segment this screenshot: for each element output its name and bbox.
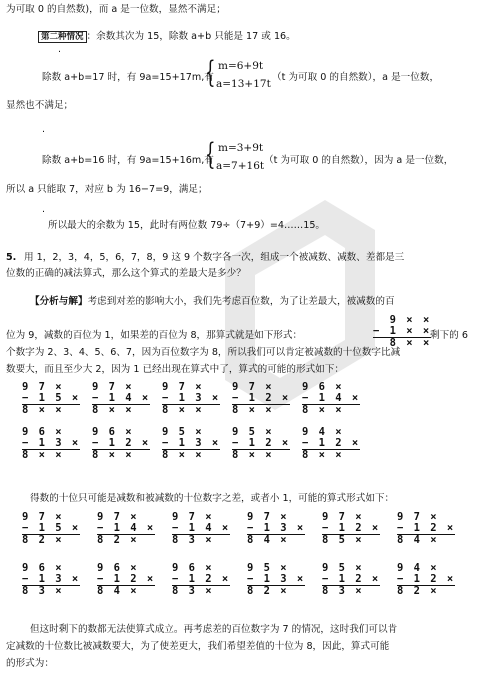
calc-row: 9 7 × <box>397 511 439 523</box>
calc-row: − 1 2 × <box>97 573 156 585</box>
calc-row: − 1 4 × <box>97 522 156 534</box>
calc-row: 8 2 × <box>247 585 289 597</box>
calc-row: 8 × × <box>162 404 204 416</box>
brace-icon: { <box>205 55 216 90</box>
analysis-line <box>30 296 395 308</box>
calc-row: 9 6 × <box>97 562 139 574</box>
analysis-text: 但这时剩下的数都无法使算式成立。再考虑差的百位数字为 7 的情况，这时我们可以肯 <box>30 624 398 635</box>
analysis-text: 数要大，而且至少大 2，因为 1 已经出现在算式中了，算式的可能的形式如下： <box>6 364 344 375</box>
analysis-text: 得数的十位只可能是减数和被减数的十位数字之差，或者小 1，可能的算式形式如下： <box>30 493 395 504</box>
calc-row: 8 × × <box>232 404 274 416</box>
calc-row: − 1 2 × <box>397 573 456 585</box>
calc-row: − 1 3 × <box>162 392 221 404</box>
subtraction-form <box>397 563 455 597</box>
paragraph-line: 显然也不满足； <box>6 100 74 111</box>
calc-row: − 1 2 × <box>322 522 381 534</box>
calc-row: 8 × × <box>302 404 344 416</box>
equation-line-1-tail: （t 为可取 0 的自然数），a 是一位数， <box>272 72 440 83</box>
calc-row: 9 7 × <box>22 511 64 523</box>
subtraction-form <box>22 427 80 461</box>
subtraction-form <box>172 512 230 546</box>
calc-row: 8 3 × <box>22 585 64 597</box>
calc-row: − 1 3 × <box>247 522 306 534</box>
subtraction-form <box>322 563 380 597</box>
calc-row: 8 × × <box>302 449 344 461</box>
case-line <box>38 31 296 43</box>
subtraction-form <box>302 382 360 416</box>
subtraction-form <box>397 512 455 546</box>
calc-row: 9 6 × <box>172 562 214 574</box>
subtraction-form <box>22 382 80 416</box>
calc-row: 9 4 × <box>302 426 344 438</box>
calc-row: 9 7 × <box>232 381 274 393</box>
calc-row: − 1 3 × <box>22 437 81 449</box>
calc-row: 8 3 × <box>172 534 214 546</box>
calc-row: − 1 3 × <box>247 573 306 585</box>
subtraction-form <box>162 427 220 461</box>
calc-row: − 1 2 × <box>322 573 381 585</box>
calc-row: 8 × × <box>389 337 432 349</box>
calc-row: 9 4 × <box>397 562 439 574</box>
subtraction-form <box>22 512 80 546</box>
calc-row: 8 4 × <box>247 534 289 546</box>
paragraph-line: 所以最大的余数为 15，此时有两位数 79÷（7+9）=4……15。 <box>48 220 326 231</box>
paragraph-line: 所以 a 只能取 7，对应 b 为 16−7=9，满足； <box>6 184 208 195</box>
calc-row: − 1 4 × <box>302 392 361 404</box>
analysis-text: 考虑到对差的影响大小，我们先考虑百位数，为了让差最大，被减数的百 <box>87 296 395 307</box>
calc-row: 9 5 × <box>162 426 204 438</box>
subtraction-form <box>22 563 80 597</box>
question-text: 位数的正确的减法算式，那么这个算式的差最大是多少？ <box>6 268 246 279</box>
system-2-bottom: a=7+16t <box>216 160 265 172</box>
system-1-bottom: a=13+17t <box>216 78 271 90</box>
calc-row: − 1 2 × <box>232 437 291 449</box>
question-text: 用 1，2，3，4，5，6，7，8，9 这 9 个数字各一次，组成一个被减数、减数、差都是三 <box>24 252 405 263</box>
brace-icon: { <box>205 137 216 172</box>
calc-row: 8 4 × <box>397 534 439 546</box>
template-calc <box>373 315 431 349</box>
calc-row: 9 7 × <box>92 381 134 393</box>
calc-row: 8 2 × <box>397 585 439 597</box>
calc-row: 9 5 × <box>322 562 364 574</box>
analysis-text: 定减数的十位数比被减数要大，为了使差更大，我们希望差值的十位为 8，因此，算式可能 <box>6 641 390 652</box>
subtraction-form <box>162 382 220 416</box>
subtraction-form <box>172 563 230 597</box>
subtraction-form <box>322 512 380 546</box>
calc-row: 8 × × <box>92 404 134 416</box>
calc-row: 8 × × <box>22 404 64 416</box>
calc-row: 8 2 × <box>22 534 64 546</box>
calc-row: 9 7 × <box>162 381 204 393</box>
calc-row: − 1 4 × <box>92 392 151 404</box>
subtraction-form <box>92 382 150 416</box>
calc-row: 9 6 × <box>302 381 344 393</box>
subtraction-form <box>302 427 360 461</box>
calc-row: 9 6 × <box>22 562 64 574</box>
subtraction-form <box>247 512 305 546</box>
calc-row: − 1 2 × <box>302 437 361 449</box>
subtraction-form <box>97 563 155 597</box>
calc-row: 9 7 × <box>247 511 289 523</box>
subtraction-form <box>232 382 290 416</box>
system-1-top: m=6+9t <box>218 60 264 72</box>
calc-row: 8 × × <box>92 449 134 461</box>
dot-mark: . <box>42 204 46 215</box>
equation-line-2: 除数 a+b=16 时，有 9a=15+16m,有 <box>42 155 214 166</box>
calc-row: 8 4 × <box>97 585 139 597</box>
calc-row: − 1 2 × <box>232 392 291 404</box>
calc-row: 9 5 × <box>247 562 289 574</box>
equation-line-2-tail: （t 为可取 0 的自然数），因为 a 是一位数， <box>264 155 454 166</box>
subtraction-form <box>232 427 290 461</box>
calc-row: 9 5 × <box>232 426 274 438</box>
calc-row: − 1 3 × <box>22 573 81 585</box>
calc-row: − 1 2 × <box>92 437 151 449</box>
calc-row: 9 6 × <box>92 426 134 438</box>
calc-row: 8 × × <box>232 449 274 461</box>
calc-row: 8 2 × <box>97 534 139 546</box>
calc-row: 8 × × <box>22 449 64 461</box>
calc-row: 9 7 × <box>97 511 139 523</box>
calc-row: 9 6 × <box>22 426 64 438</box>
paragraph-line: 为可取 0 的自然数)，而 a 是一位数，显然不满足； <box>6 4 226 15</box>
case-text: ：余数其次为 15，除数 a+b 只能是 17 或 16。 <box>86 31 296 42</box>
analysis-text: 的形式为： <box>6 658 54 669</box>
subtraction-form <box>97 512 155 546</box>
dot-mark: . <box>58 44 62 55</box>
calc-row: 9 × × <box>389 314 432 326</box>
calc-row: 8 × × <box>162 449 204 461</box>
case-tag: 第二种情况 <box>38 31 87 43</box>
calc-row: − 1 4 × <box>172 522 231 534</box>
dot-mark: . <box>42 124 46 135</box>
calc-row: 8 5 × <box>322 534 364 546</box>
analysis-text-tail: 剩下的 6 <box>430 330 468 341</box>
analysis-text: 个数字为 2、3、4、5、6、7，因为百位数字为 8，所以我们可以肯定被减数的十位数字比减 <box>6 347 401 358</box>
calc-row: 8 3 × <box>172 585 214 597</box>
calc-row: − 1 2 × <box>172 573 231 585</box>
analysis-text: 位为 9，减数的百位为 1，如果差的百位为 8，那算式就是如下形式： <box>6 330 303 341</box>
calc-row: − 1 2 × <box>397 522 456 534</box>
calc-row: 9 7 × <box>322 511 364 523</box>
equation-line-1: 除数 a+b=17 时，有 9a=15+17m,有 <box>42 72 214 83</box>
calc-row: − 1 5 × <box>22 392 81 404</box>
calc-row: 9 7 × <box>172 511 214 523</box>
question-number: 5. <box>6 252 17 263</box>
subtraction-form <box>247 563 305 597</box>
calc-row: 8 3 × <box>322 585 364 597</box>
calc-row: 9 7 × <box>22 381 64 393</box>
calc-row: − 1 × × <box>373 325 432 337</box>
calc-row: − 1 5 × <box>22 522 81 534</box>
calc-row: − 1 3 × <box>162 437 221 449</box>
system-2-top: m=3+9t <box>218 142 264 154</box>
analysis-tag: 【分析与解】 <box>30 296 88 307</box>
subtraction-form <box>92 427 150 461</box>
